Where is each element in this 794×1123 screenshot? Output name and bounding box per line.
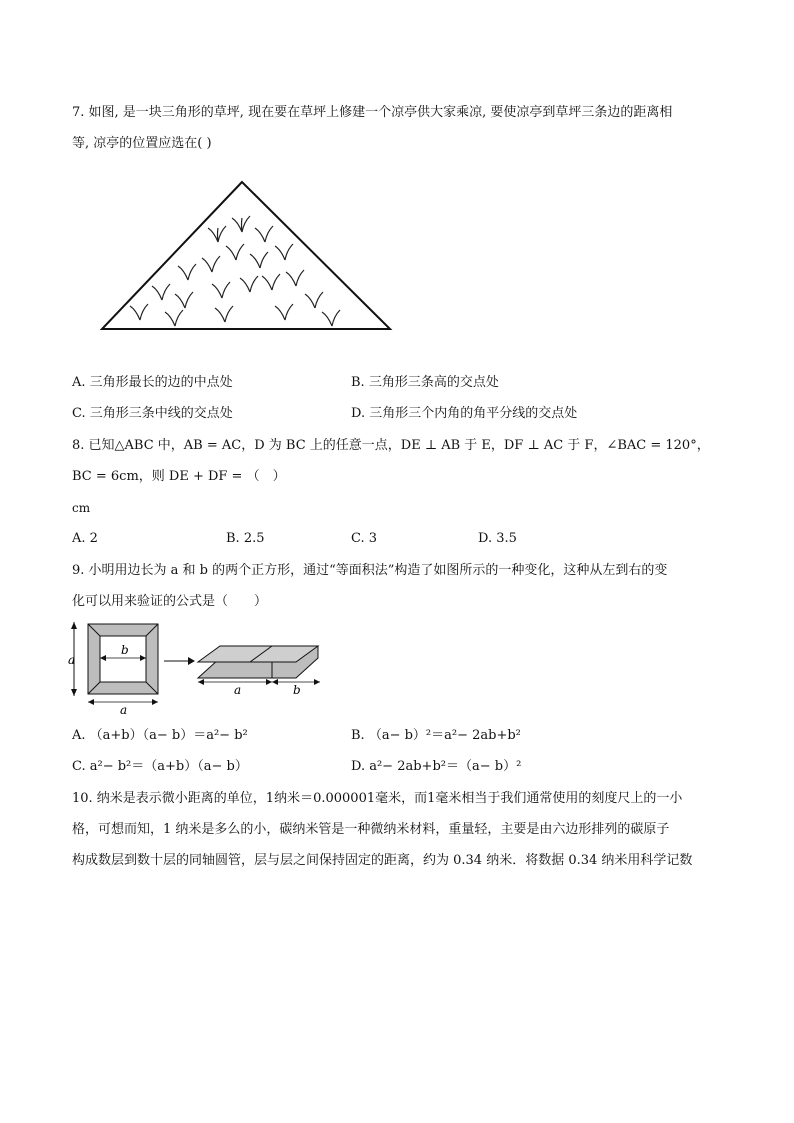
q8-unit: cm xyxy=(72,501,91,515)
q8-stem-line1: 8. 已知△ABC 中，AB = AC，D 为 BC 上的任意一点，DE ⊥ AB 于 E，DF ⊥ AC 于 F，∠BAC = 120°， xyxy=(72,438,710,453)
q8-stem-line2: BC = 6cm，则 DE + DF = （ ） xyxy=(72,469,286,484)
parallelogram-figure xyxy=(198,638,324,700)
segment-b-label: b xyxy=(293,683,301,697)
side-a-label-left: a xyxy=(68,653,76,667)
triangle-lawn-figure xyxy=(100,180,395,332)
q7-stem-line1: 7. 如图, 是一块三角形的草坪, 现在要在草坪上修建一个凉亭供大家乘凉, 要使凉亭到草坪三条边的距离相 xyxy=(72,105,673,120)
q8-option-a[interactable]: A. 2 xyxy=(72,531,98,546)
q7-option-d[interactable]: D. 三角形三个内角的角平分线的交点处 xyxy=(351,406,578,421)
square-frame-figure xyxy=(68,620,168,716)
q8-option-b[interactable]: B. 2.5 xyxy=(226,531,265,546)
q10-stem-line1: 10. 纳米是表示微小距离的单位，1纳米＝0.000001毫米，而1毫米相当于我们通常使用的刻度尺上的一小 xyxy=(72,791,683,806)
q7-stem-line2: 等, 凉亭的位置应选在( ) xyxy=(72,136,212,151)
q8-option-c[interactable]: C. 3 xyxy=(351,531,378,546)
q9-option-c[interactable]: C. a²− b²＝（a+b）（a− b） xyxy=(72,759,248,774)
side-a-label-bottom: a xyxy=(120,703,128,717)
q10-stem-line3: 构成数层到数十层的同轴圆管，层与层之间保持固定的距离，约为 0.34 纳米．将数据 0.34 纳米用科学记数 xyxy=(72,853,693,868)
q9-option-b[interactable]: B. （a− b）²＝a²− 2ab+b² xyxy=(351,728,521,743)
transform-arrow xyxy=(164,656,196,666)
q7-option-c[interactable]: C. 三角形三条中线的交点处 xyxy=(72,406,233,421)
q7-option-b[interactable]: B. 三角形三条高的交点处 xyxy=(351,375,499,390)
q10-stem-line2: 格，可想而知，1 纳米是多么的小，碳纳米管是一种微纳米材料，重量轻，主要是由六边形排列的碳原子 xyxy=(72,822,670,837)
q9-option-a[interactable]: A. （a+b）（a− b）＝a²− b² xyxy=(72,728,248,743)
q9-stem-line2: 化可以用来验证的公式是（ ） xyxy=(72,594,268,609)
side-b-label: b xyxy=(121,643,129,657)
q9-stem-line1: 9. 小明用边长为 a 和 b 的两个正方形，通过“等面积法”构造了如图所示的一种变化，这种从左到右的变 xyxy=(72,563,668,578)
q9-option-d[interactable]: D. a²− 2ab+b²＝（a− b）² xyxy=(351,759,522,774)
segment-a-label: a xyxy=(234,683,242,697)
q7-option-a[interactable]: A. 三角形最长的边的中点处 xyxy=(72,375,233,390)
q8-option-d[interactable]: D. 3.5 xyxy=(478,531,517,546)
